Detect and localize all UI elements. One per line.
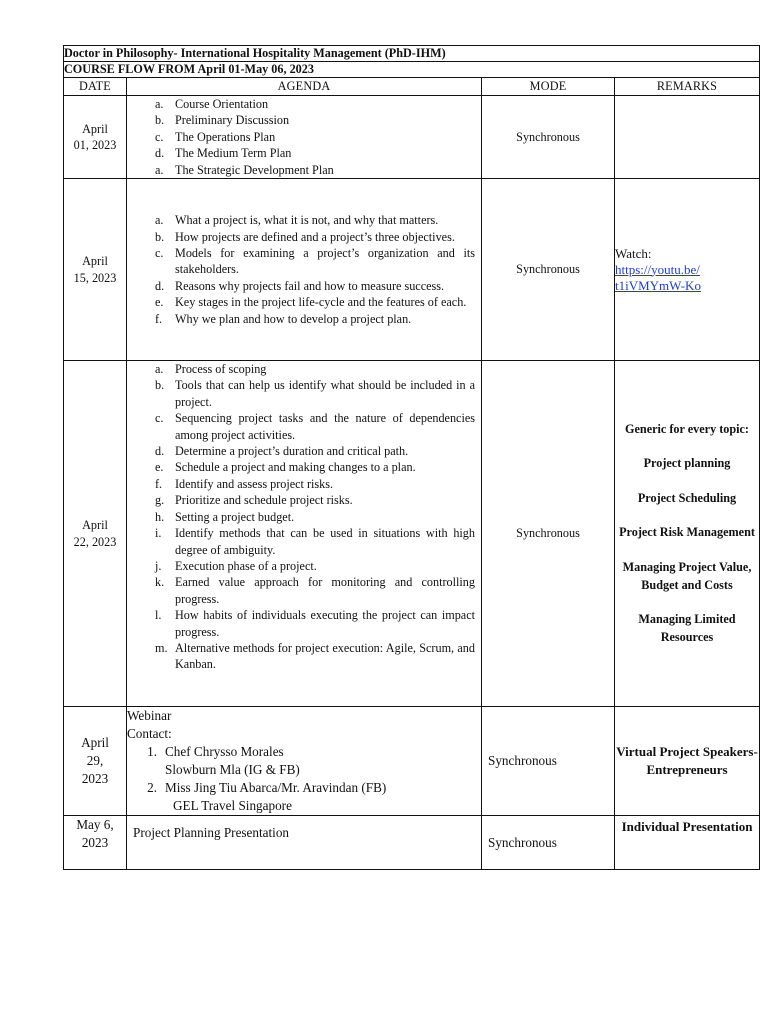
mode-cell: Synchronous (482, 179, 615, 361)
course-flow-table (63, 45, 760, 870)
list-item: h. Setting a project budget. (155, 509, 295, 524)
agenda-cell: Project Planning Presentation (127, 816, 482, 870)
contact-org: Slowburn Mla (IG & FB) (165, 762, 300, 778)
list-item: 1. Chef Chrysso Morales (147, 744, 284, 760)
watch-label: Watch: (615, 245, 652, 261)
list-item: b. How projects are defined and a project’s three objectives. (155, 229, 455, 244)
list-item: f. Identify and assess project risks. (155, 476, 334, 491)
agenda-list (127, 96, 481, 178)
webinar-cell (127, 707, 482, 816)
list-item: c. Models for examining a project’s organization and its stakeholders. (155, 245, 475, 277)
table-row (64, 179, 760, 361)
list-item: e. Schedule a project and making changes to a plan. (155, 460, 416, 475)
list-item: g. Prioritize and schedule project risks. (155, 493, 353, 508)
agenda-list (127, 361, 481, 673)
date-cell: April 15, 2023 (64, 179, 127, 361)
col-header-remarks: REMARKS (615, 78, 760, 96)
agenda-cell (127, 179, 482, 361)
agenda-cell (127, 96, 482, 179)
col-header-agenda: AGENDA (127, 78, 482, 96)
col-header-date: DATE (64, 78, 127, 96)
agenda-cell (127, 361, 482, 707)
date-cell: April 01, 2023 (64, 96, 127, 179)
remark-topic: Project planning (643, 456, 731, 471)
remark-topic: Managing Limited Resources (638, 612, 736, 644)
list-item: b. Tools that can help us identify what should be included in a project. (155, 378, 475, 409)
remark-topic: Managing Project Value, Budget and Costs (622, 560, 752, 592)
list-item: c. The Operations Plan (155, 129, 276, 144)
list-item: i. Identify methods that can be used in situations with high degree of ambiguity. (155, 526, 475, 557)
remark-topic: Project Scheduling (637, 490, 737, 505)
list-item: b. Preliminary Discussion (155, 113, 290, 128)
list-item: e. Key stages in the project life-cycle and the features of each. (155, 295, 467, 310)
list-item: j. Execution phase of a project. (155, 558, 317, 573)
list-item: a. Course Orientation (155, 97, 269, 111)
table-row (64, 361, 760, 707)
list-item: 2. Miss Jing Tiu Abarca/Mr. Aravindan (FB) (147, 780, 387, 796)
table-row (64, 707, 760, 816)
list-item: a. Process of scoping (155, 362, 267, 377)
date-cell: April 29, 2023 (64, 707, 127, 816)
list-item: d. Reasons why projects fail and how to measure success. (155, 278, 445, 293)
remarks-cell (615, 96, 760, 179)
mode-cell: Synchronous (482, 96, 615, 179)
remarks-cell (615, 361, 760, 707)
list-item: l. How habits of individuals executing the project can impact progress. (155, 608, 475, 639)
mode-cell: Synchronous (482, 707, 615, 816)
remark-topic: Project Risk Management (619, 525, 755, 540)
date-cell: April 22, 2023 (64, 361, 127, 707)
mode-cell: Synchronous (482, 816, 615, 870)
list-item: d. The Medium Term Plan (155, 146, 292, 161)
remarks-cell: Individual Presentation (615, 816, 760, 870)
table-row (64, 96, 760, 179)
program-title: Doctor in Philosophy- International Hospitality Management (PhD-IHM) (64, 46, 760, 62)
webinar-label: Webinar (127, 708, 172, 724)
list-item: m. Alternative methods for project execution: Agile, Scrum, and Kanban. (155, 640, 475, 672)
date-cell: May 6, 2023 (64, 816, 127, 870)
mode-cell: Synchronous (482, 361, 615, 707)
contact-org: GEL Travel Singapore (173, 798, 292, 814)
youtube-link[interactable]: https://youtu.be/ t1iVMYmW-Ko (615, 261, 701, 293)
list-item: a. What a project is, what it is not, and why that matters. (155, 213, 439, 228)
remarks-cell (615, 179, 760, 361)
list-item: a. The Strategic Development Plan (155, 162, 334, 177)
list-item: c. Sequencing project tasks and the nature of dependencies among project activities. (155, 411, 475, 442)
remarks-cell: Virtual Project Speakers-Entrepreneurs (615, 707, 760, 816)
contact-label: Contact: (127, 726, 172, 742)
col-header-mode: MODE (482, 78, 615, 96)
list-item: k. Earned value approach for monitoring and controlling progress. (155, 575, 475, 606)
agenda-list (127, 212, 481, 327)
list-item: d. Determine a project’s duration and critical path. (155, 444, 409, 459)
course-flow-subtitle: COURSE FLOW FROM April 01-May 06, 2023 (64, 62, 760, 78)
remark-generic: Generic for every topic: (625, 421, 749, 436)
table-row (64, 816, 760, 870)
list-item: f. Why we plan and how to develop a project plan. (155, 311, 412, 326)
